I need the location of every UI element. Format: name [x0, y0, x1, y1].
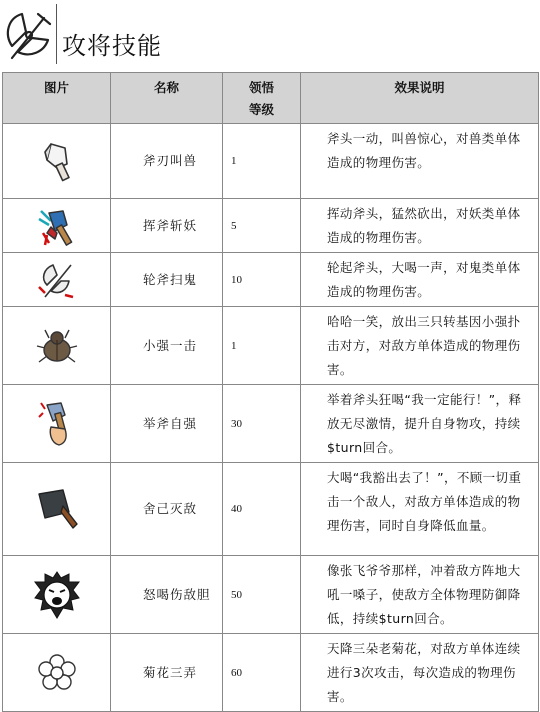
skill-effect: 轮起斧头，大喝一声，对鬼类单体造成的物理伤害。	[301, 253, 539, 307]
roaring-face-icon	[3, 570, 110, 620]
skill-effect: 天降三朵老菊花，对敌方单体连续进行3次攻击，每次造成的物理伤害。	[301, 634, 539, 712]
skill-level: 1	[223, 307, 301, 385]
skill-level: 50	[223, 556, 301, 634]
page-title: 攻将技能	[62, 32, 162, 60]
skill-effect: 挥动斧头，猛然砍出，对妖类单体造成的物理伤害。	[301, 199, 539, 253]
table-row	[3, 307, 539, 385]
skill-level: 1	[223, 124, 301, 199]
table-row	[3, 634, 539, 712]
skill-effect: 哈哈一笑，放出三只转基因小强扑击对方，对敌方单体造成的物理伤害。	[301, 307, 539, 385]
skill-icon-cell	[3, 556, 111, 634]
skill-level: 30	[223, 385, 301, 463]
header-name: 名称	[111, 73, 223, 124]
skill-name: 菊花三弄	[111, 634, 223, 712]
header-level	[223, 73, 301, 124]
header-effect: 效果说明	[301, 73, 539, 124]
header-image: 图片	[3, 73, 111, 124]
table-row	[3, 124, 539, 199]
title-row	[0, 0, 540, 70]
spinning-battle-axe-icon	[3, 257, 110, 303]
skill-effect: 大喝“我豁出去了！”，不顾一切重击一个敌人，对敌方单体造成的物理伤害，同时自身降低血量。	[301, 463, 539, 556]
skill-effect: 像张飞爷爷那样，冲着敌方阵地大吼一嗓子，使敌方全体物理防御降低，持续$turn回合。	[301, 556, 539, 634]
header-level-line1: 领悟	[248, 80, 274, 95]
skill-name: 举斧自强	[111, 385, 223, 463]
raised-axe-hand-icon	[3, 399, 110, 449]
table-row	[3, 253, 539, 307]
skill-level: 10	[223, 253, 301, 307]
skill-name: 舍己灭敌	[111, 463, 223, 556]
skill-level: 5	[223, 199, 301, 253]
skill-name: 小强一击	[111, 307, 223, 385]
skill-icon-cell	[3, 124, 111, 199]
skill-effect: 举着斧头狂喝“我一定能行！”，释放无尽激情，提升自身物攻，持续$turn回合。	[301, 385, 539, 463]
table-row	[3, 556, 539, 634]
skill-effect: 斧头一动，叫兽惊心，对兽类单体造成的物理伤害。	[301, 124, 539, 199]
skill-icon-cell	[3, 199, 111, 253]
cleaver-icon	[3, 486, 110, 532]
skill-name: 轮斧扫鬼	[111, 253, 223, 307]
table-row	[3, 385, 539, 463]
skills-table	[2, 72, 539, 712]
double-axe-icon	[0, 4, 57, 64]
skill-name: 斧刃叫兽	[111, 124, 223, 199]
beetle-icon	[3, 326, 110, 366]
skill-icon-cell	[3, 634, 111, 712]
table-row	[3, 463, 539, 556]
skill-level: 60	[223, 634, 301, 712]
skill-level: 40	[223, 463, 301, 556]
table-header-row	[3, 73, 539, 124]
axe-icon	[3, 138, 110, 184]
skill-icon-cell	[3, 253, 111, 307]
skill-icon-cell	[3, 307, 111, 385]
header-level-line2: 等级	[248, 102, 274, 117]
skill-name: 挥斧斩妖	[111, 199, 223, 253]
skill-icon-cell	[3, 463, 111, 556]
skill-icon-cell	[3, 385, 111, 463]
skill-name: 怒喝伤敌胆	[111, 556, 223, 634]
bloody-axe-icon	[3, 203, 110, 249]
chrysanthemum-icon	[3, 653, 110, 693]
table-row	[3, 199, 539, 253]
